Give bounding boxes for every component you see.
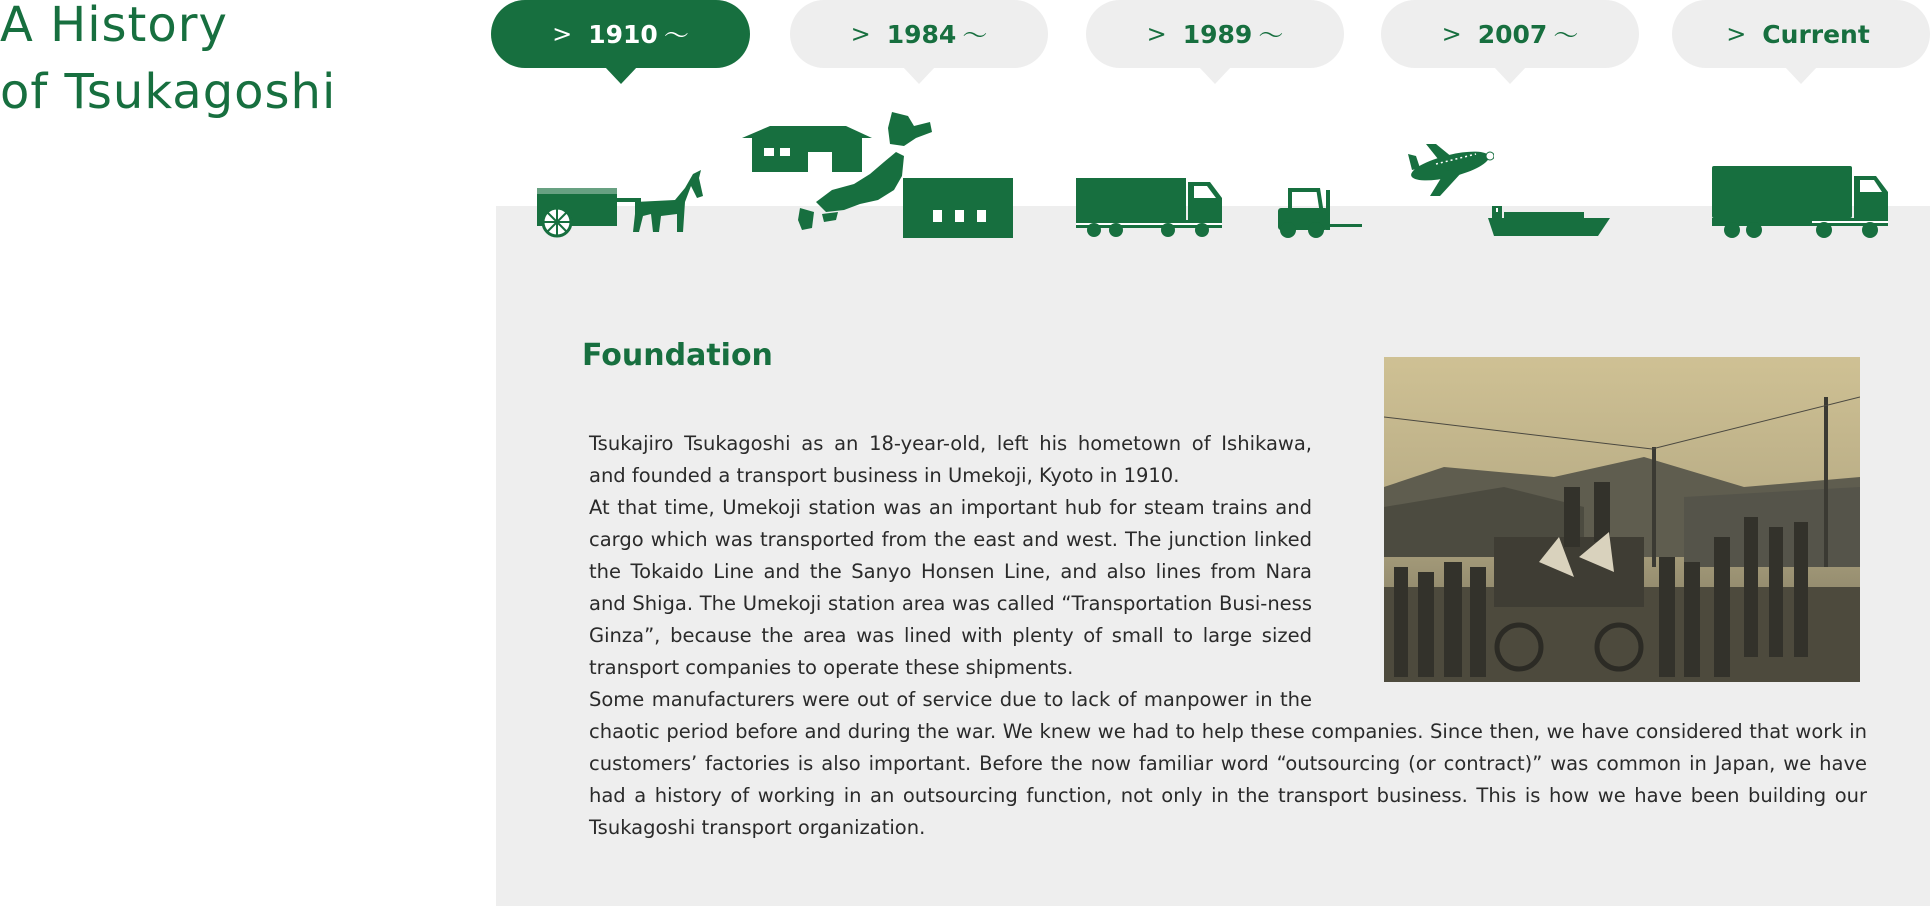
tab-suffix: 〜: [1553, 21, 1579, 50]
tab-pointer: [903, 67, 935, 84]
tab-label: 1910: [588, 19, 658, 49]
chevron-right-icon: >: [1726, 20, 1747, 48]
photo-spacer: [1372, 428, 1867, 693]
page-title-line1: A History: [0, 0, 228, 53]
trailer-truck-icon: [1712, 166, 1890, 238]
tab-suffix: 〜: [1258, 21, 1284, 50]
tab-1989[interactable]: [1086, 0, 1344, 68]
section-heading: Foundation: [582, 338, 773, 373]
tab-label: 1984: [886, 19, 957, 49]
tab-1984[interactable]: [790, 0, 1048, 68]
forklift-icon: [1278, 186, 1362, 238]
tab-label: Current: [1762, 19, 1870, 49]
chevron-right-icon: >: [1146, 20, 1167, 48]
tab-suffix: 〜: [962, 21, 988, 50]
tab-1910[interactable]: [491, 0, 750, 68]
tab-pointer: [1494, 67, 1526, 84]
horse-cart-icon: [535, 168, 705, 238]
tab-current[interactable]: [1672, 0, 1930, 68]
page-title-line2: of Tsukagoshi: [0, 64, 337, 120]
tab-label: 2007: [1477, 19, 1548, 49]
section-body: [589, 428, 1867, 844]
ship-icon: [1488, 206, 1610, 238]
tab-pointer: [605, 67, 637, 84]
tab-pointer: [1785, 67, 1817, 84]
tab-2007[interactable]: [1381, 0, 1639, 68]
section-paragraph: Tsukajiro Tsukagoshi as an 18-year-old, left his hometown of Ishikawa, and founded a transport business in Umekoji, Kyoto in 1910. At that time, Umekoji station was an important hub for steam trains and cargo which was transported from the east and west. The junction linked the Tokaido Line and the Sanyo Honsen Line, and also lines from Nara and Shiga. The Umekoji station area was called “Transportation Busi-ness Ginza”, because the area was lined with plenty of small to large sized transport companies to operate these shipments. Some manufacturers were out of service due to lack of manpower in the chaotic period before and during the war. We knew we had to help these companies. Since then, we have considered that work in customers’ factories is also important. Before the now familiar word “outsourcing (or contract)” was common in Japan, we have had a history of working in an outsourcing function, not only in the transport business. This is how we have been building our Tsukagoshi transport organization.: [589, 432, 1867, 839]
page-title: [0, 0, 336, 126]
depot-icon: [903, 178, 1013, 238]
chevron-right-icon: >: [850, 20, 871, 48]
airplane-icon: [1406, 140, 1494, 200]
truck-icon: [1076, 178, 1224, 238]
tab-suffix: 〜: [663, 21, 689, 50]
tab-pointer: [1199, 67, 1231, 84]
chevron-right-icon: >: [552, 20, 573, 48]
tab-label: 1989: [1182, 19, 1253, 49]
chevron-right-icon: >: [1441, 20, 1462, 48]
